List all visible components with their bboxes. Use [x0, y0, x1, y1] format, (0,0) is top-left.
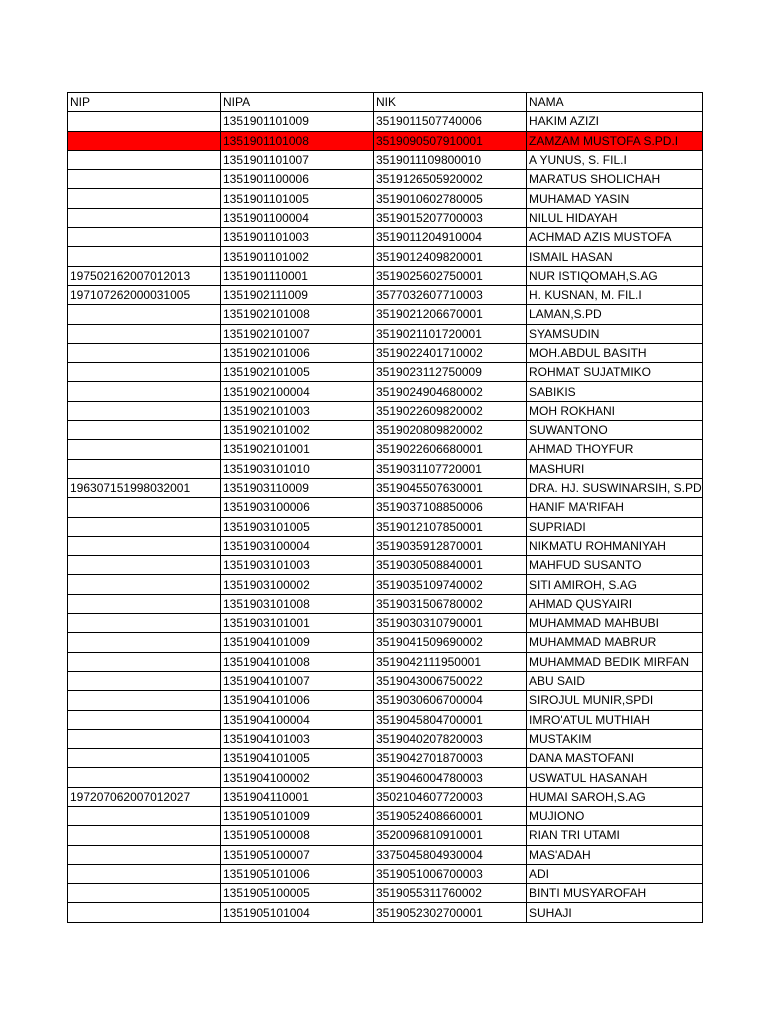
cell-nama[interactable]: NUR ISTIQOMAH,S.AG — [527, 266, 703, 285]
cell-nama[interactable]: DANA MASTOFANI — [527, 749, 703, 768]
cell-nik[interactable]: 3519041509690002 — [374, 633, 527, 652]
cell-nik[interactable]: 3375045804930004 — [374, 845, 527, 864]
cell-nama[interactable]: LAMAN,S.PD — [527, 305, 703, 324]
cell-nik[interactable]: 3519020809820002 — [374, 421, 527, 440]
cell-nip[interactable] — [68, 614, 221, 633]
table-row — [68, 382, 703, 401]
cell-nipa[interactable]: 1351905100008 — [221, 826, 374, 845]
table-row — [68, 498, 703, 517]
cell-nipa[interactable]: 1351905101004 — [221, 903, 374, 922]
cell-nama[interactable]: MASHURI — [527, 459, 703, 478]
cell-nipa[interactable]: 1351902101001 — [221, 440, 374, 459]
cell-nipa[interactable]: 1351902101008 — [221, 305, 374, 324]
cell-nama[interactable]: H. KUSNAN, M. FIL.I — [527, 285, 703, 304]
cell-nama[interactable]: MUHAMMAD BEDIK MIRFAN — [527, 652, 703, 671]
cell-nama[interactable]: USWATUL HASANAH — [527, 768, 703, 787]
cell-nip[interactable] — [68, 305, 221, 324]
header-nama[interactable]: NAMA — [527, 93, 703, 112]
cell-nipa[interactable]: 1351901100004 — [221, 208, 374, 227]
cell-nik[interactable]: 3519011109800010 — [374, 150, 527, 169]
cell-nipa[interactable]: 1351902111009 — [221, 285, 374, 304]
cell-nip[interactable] — [68, 382, 221, 401]
cell-nama[interactable]: ACHMAD AZIS MUSTOFA — [527, 228, 703, 247]
cell-nip[interactable] — [68, 633, 221, 652]
cell-nik[interactable]: 3519052408660001 — [374, 806, 527, 825]
cell-nama[interactable]: SUHAJI — [527, 903, 703, 922]
cell-nik[interactable]: 3519090507910001 — [374, 131, 527, 150]
cell-nik[interactable]: 3519035912870001 — [374, 536, 527, 555]
cell-nama[interactable]: ABU SAID — [527, 671, 703, 690]
cell-nik[interactable]: 3519045804700001 — [374, 710, 527, 729]
cell-nik[interactable]: 3519021101720001 — [374, 324, 527, 343]
table-row — [68, 884, 703, 903]
cell-nik[interactable]: 3519030310790001 — [374, 614, 527, 633]
cell-nipa[interactable]: 1351902101007 — [221, 324, 374, 343]
cell-nip[interactable] — [68, 749, 221, 768]
cell-nama[interactable]: SYAMSUDIN — [527, 324, 703, 343]
cell-nipa[interactable]: 1351902101002 — [221, 421, 374, 440]
cell-nama[interactable]: MOH.ABDUL BASITH — [527, 343, 703, 362]
table-row — [68, 305, 703, 324]
cell-nama[interactable]: MARATUS SHOLICHAH — [527, 170, 703, 189]
table-row — [68, 189, 703, 208]
cell-nip[interactable] — [68, 556, 221, 575]
table-row — [68, 247, 703, 266]
cell-nip[interactable] — [68, 845, 221, 864]
cell-nipa[interactable]: 1351901101003 — [221, 228, 374, 247]
cell-nama[interactable]: MUHAMMAD MAHBUBI — [527, 614, 703, 633]
cell-nipa[interactable]: 1351904100002 — [221, 768, 374, 787]
cell-nipa[interactable]: 1351901101009 — [221, 112, 374, 131]
cell-nik[interactable]: 3519030606700004 — [374, 691, 527, 710]
cell-nip[interactable] — [68, 729, 221, 748]
cell-nipa[interactable]: 1351905100005 — [221, 884, 374, 903]
spreadsheet-table — [67, 92, 703, 923]
cell-nama[interactable]: ISMAIL HASAN — [527, 247, 703, 266]
cell-nipa[interactable]: 1351903100002 — [221, 575, 374, 594]
table-row — [68, 710, 703, 729]
cell-nama[interactable]: MOH ROKHANI — [527, 401, 703, 420]
cell-nip[interactable] — [68, 691, 221, 710]
cell-nipa[interactable]: 1351902100004 — [221, 382, 374, 401]
cell-nip[interactable] — [68, 806, 221, 825]
table-row — [68, 478, 703, 497]
cell-nip[interactable] — [68, 826, 221, 845]
cell-nik[interactable]: 3577032607710003 — [374, 285, 527, 304]
table-row — [68, 208, 703, 227]
table-row — [68, 556, 703, 575]
cell-nik[interactable]: 3519031506780002 — [374, 594, 527, 613]
cell-nik[interactable]: 3519043006750022 — [374, 671, 527, 690]
cell-nip[interactable]: 197107262000031005 — [68, 285, 221, 304]
table-row — [68, 228, 703, 247]
cell-nik[interactable]: 3519052302700001 — [374, 903, 527, 922]
header-nip[interactable]: NIP — [68, 93, 221, 112]
cell-nama[interactable]: MUSTAKIM — [527, 729, 703, 748]
table-row — [68, 903, 703, 922]
table-row — [68, 826, 703, 845]
cell-nip[interactable] — [68, 652, 221, 671]
cell-nik[interactable]: 3519022609820002 — [374, 401, 527, 420]
table-row — [68, 806, 703, 825]
cell-nipa[interactable]: 1351905101006 — [221, 864, 374, 883]
cell-nip[interactable] — [68, 189, 221, 208]
cell-nik[interactable]: 3519021206670001 — [374, 305, 527, 324]
cell-nip[interactable] — [68, 517, 221, 536]
cell-nama[interactable]: ADI — [527, 864, 703, 883]
cell-nip[interactable] — [68, 343, 221, 362]
cell-nipa[interactable]: 1351904100004 — [221, 710, 374, 729]
table-row — [68, 266, 703, 285]
table-row — [68, 729, 703, 748]
cell-nip[interactable] — [68, 170, 221, 189]
cell-nip[interactable] — [68, 401, 221, 420]
cell-nip[interactable] — [68, 421, 221, 440]
table-row — [68, 517, 703, 536]
cell-nama[interactable]: MUHAMAD YASIN — [527, 189, 703, 208]
cell-nik[interactable]: 3519042111950001 — [374, 652, 527, 671]
cell-nik[interactable]: 3519030508840001 — [374, 556, 527, 575]
cell-nip[interactable] — [68, 363, 221, 382]
cell-nipa[interactable]: 1351902101005 — [221, 363, 374, 382]
table-row — [68, 150, 703, 169]
cell-nik[interactable]: 3519051006700003 — [374, 864, 527, 883]
header-nik[interactable]: NIK — [374, 93, 527, 112]
table-row — [68, 170, 703, 189]
table-row — [68, 536, 703, 555]
cell-nama[interactable]: SIROJUL MUNIR,SPDI — [527, 691, 703, 710]
cell-nipa[interactable]: 1351901100006 — [221, 170, 374, 189]
cell-nip[interactable] — [68, 710, 221, 729]
cell-nip[interactable] — [68, 768, 221, 787]
cell-nik[interactable]: 3519022606680001 — [374, 440, 527, 459]
cell-nama[interactable]: MAHFUD SUSANTO — [527, 556, 703, 575]
cell-nip[interactable]: 197502162007012013 — [68, 266, 221, 285]
cell-nik[interactable]: 3519022401710002 — [374, 343, 527, 362]
table-row — [68, 768, 703, 787]
cell-nipa[interactable]: 1351902101003 — [221, 401, 374, 420]
table-row — [68, 633, 703, 652]
table-row — [68, 285, 703, 304]
cell-nik[interactable]: 3519042701870003 — [374, 749, 527, 768]
cell-nipa[interactable]: 1351903110009 — [221, 478, 374, 497]
cell-nama[interactable]: HUMAI SAROH,S.AG — [527, 787, 703, 806]
cell-nama[interactable]: SITI AMIROH, S.AG — [527, 575, 703, 594]
cell-nip[interactable] — [68, 884, 221, 903]
cell-nip[interactable] — [68, 498, 221, 517]
cell-nama[interactable]: ZAMZAM MUSTOFA S.PD.I — [527, 131, 703, 150]
table-row — [68, 363, 703, 382]
cell-nama[interactable]: MAS'ADAH — [527, 845, 703, 864]
table-row — [68, 343, 703, 362]
cell-nipa[interactable]: 1351901101002 — [221, 247, 374, 266]
cell-nik[interactable]: 3519046004780003 — [374, 768, 527, 787]
cell-nama[interactable]: SUPRIADI — [527, 517, 703, 536]
cell-nipa[interactable]: 1351903101001 — [221, 614, 374, 633]
cell-nipa[interactable]: 1351905100007 — [221, 845, 374, 864]
cell-nip[interactable] — [68, 112, 221, 131]
cell-nip[interactable] — [68, 228, 221, 247]
cell-nip[interactable] — [68, 575, 221, 594]
cell-nip[interactable]: 197207062007012027 — [68, 787, 221, 806]
cell-nik[interactable]: 3519012409820001 — [374, 247, 527, 266]
cell-nip[interactable] — [68, 440, 221, 459]
cell-nipa[interactable]: 1351903101003 — [221, 556, 374, 575]
cell-nipa[interactable]: 1351903101010 — [221, 459, 374, 478]
cell-nik[interactable]: 3519037108850006 — [374, 498, 527, 517]
cell-nik[interactable]: 3519040207820003 — [374, 729, 527, 748]
cell-nik[interactable]: 3519045507630001 — [374, 478, 527, 497]
cell-nip[interactable] — [68, 247, 221, 266]
cell-nama[interactable]: NIKMATU ROHMANIYAH — [527, 536, 703, 555]
cell-nik[interactable]: 3519010602780005 — [374, 189, 527, 208]
table-row-highlighted — [68, 131, 703, 150]
cell-nama[interactable]: MUJIONO — [527, 806, 703, 825]
cell-nip[interactable] — [68, 131, 221, 150]
cell-nipa[interactable]: 1351902101006 — [221, 343, 374, 362]
cell-nik[interactable]: 3519025602750001 — [374, 266, 527, 285]
cell-nip[interactable] — [68, 459, 221, 478]
cell-nik[interactable]: 3519031107720001 — [374, 459, 527, 478]
table-row — [68, 671, 703, 690]
cell-nama[interactable]: MUHAMMAD MABRUR — [527, 633, 703, 652]
cell-nipa[interactable]: 1351903101008 — [221, 594, 374, 613]
cell-nama[interactable]: NILUL HIDAYAH — [527, 208, 703, 227]
table-row — [68, 440, 703, 459]
cell-nik[interactable]: 3520096810910001 — [374, 826, 527, 845]
cell-nipa[interactable]: 1351904101005 — [221, 749, 374, 768]
cell-nama[interactable]: HANIF MA'RIFAH — [527, 498, 703, 517]
table-row — [68, 845, 703, 864]
cell-nama[interactable]: RIAN TRI UTAMI — [527, 826, 703, 845]
table-row — [68, 749, 703, 768]
cell-nip[interactable] — [68, 864, 221, 883]
table-row — [68, 864, 703, 883]
cell-nip[interactable] — [68, 594, 221, 613]
cell-nik[interactable]: 3502104607720003 — [374, 787, 527, 806]
table-row — [68, 401, 703, 420]
cell-nama[interactable]: A YUNUS, S. FIL.I — [527, 150, 703, 169]
cell-nipa[interactable]: 1351904101006 — [221, 691, 374, 710]
cell-nik[interactable]: 3519055311760002 — [374, 884, 527, 903]
cell-nipa[interactable]: 1351904101008 — [221, 652, 374, 671]
cell-nik[interactable]: 3519035109740002 — [374, 575, 527, 594]
table-row — [68, 614, 703, 633]
cell-nip[interactable] — [68, 903, 221, 922]
cell-nik[interactable]: 3519015207700003 — [374, 208, 527, 227]
cell-nipa[interactable]: 1351903101005 — [221, 517, 374, 536]
cell-nip[interactable] — [68, 208, 221, 227]
cell-nip[interactable] — [68, 671, 221, 690]
cell-nama[interactable]: HAKIM AZIZI — [527, 112, 703, 131]
table-row — [68, 787, 703, 806]
cell-nipa[interactable]: 1351901101008 — [221, 131, 374, 150]
header-nipa[interactable]: NIPA — [221, 93, 374, 112]
table-row — [68, 594, 703, 613]
cell-nama[interactable]: DRA. HJ. SUSWINARSIH, S.PD — [527, 478, 703, 497]
cell-nip[interactable] — [68, 324, 221, 343]
cell-nip[interactable] — [68, 536, 221, 555]
cell-nipa[interactable]: 1351904101007 — [221, 671, 374, 690]
cell-nama[interactable]: ROHMAT SUJATMIKO — [527, 363, 703, 382]
cell-nipa[interactable]: 1351901110001 — [221, 266, 374, 285]
cell-nik[interactable]: 3519011204910004 — [374, 228, 527, 247]
table-row — [68, 421, 703, 440]
cell-nama[interactable]: AHMAD QUSYAIRI — [527, 594, 703, 613]
cell-nik[interactable]: 3519011507740006 — [374, 112, 527, 131]
cell-nik[interactable]: 3519023112750009 — [374, 363, 527, 382]
cell-nama[interactable]: IMRO'ATUL MUTHIAH — [527, 710, 703, 729]
cell-nipa[interactable]: 1351905101009 — [221, 806, 374, 825]
table-row — [68, 324, 703, 343]
cell-nipa[interactable]: 1351901101005 — [221, 189, 374, 208]
cell-nip[interactable] — [68, 150, 221, 169]
cell-nik[interactable]: 3519024904680002 — [374, 382, 527, 401]
cell-nik[interactable]: 3519012107850001 — [374, 517, 527, 536]
table-row — [68, 691, 703, 710]
cell-nipa[interactable]: 1351903100004 — [221, 536, 374, 555]
cell-nipa[interactable]: 1351904110001 — [221, 787, 374, 806]
table-row — [68, 575, 703, 594]
header-row — [68, 93, 703, 112]
cell-nipa[interactable]: 1351903100006 — [221, 498, 374, 517]
cell-nama[interactable]: SUWANTONO — [527, 421, 703, 440]
cell-nama[interactable]: SABIKIS — [527, 382, 703, 401]
cell-nipa[interactable]: 1351901101007 — [221, 150, 374, 169]
cell-nipa[interactable]: 1351904101003 — [221, 729, 374, 748]
cell-nik[interactable]: 3519126505920002 — [374, 170, 527, 189]
cell-nipa[interactable]: 1351904101009 — [221, 633, 374, 652]
table-row — [68, 652, 703, 671]
cell-nama[interactable]: AHMAD THOYFUR — [527, 440, 703, 459]
table-row — [68, 112, 703, 131]
table-row — [68, 459, 703, 478]
cell-nip[interactable]: 196307151998032001 — [68, 478, 221, 497]
cell-nama[interactable]: BINTI MUSYAROFAH — [527, 884, 703, 903]
